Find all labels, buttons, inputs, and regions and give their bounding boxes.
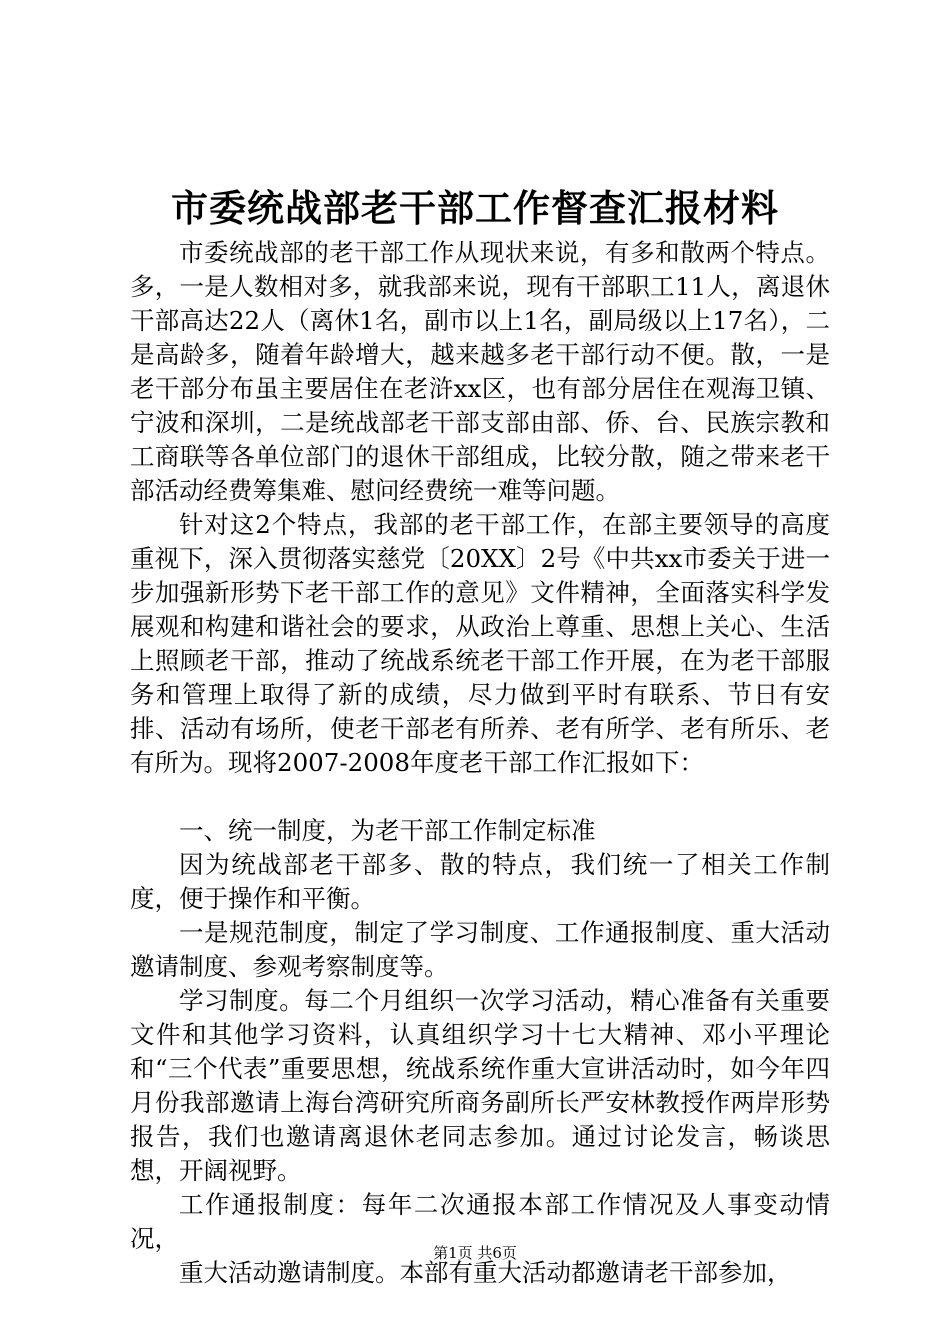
- section-heading-1: 一、统一制度，为老干部工作制定标准: [179, 816, 596, 845]
- paragraph-study-system: 学习制度。每二个月组织一次学习活动，精心准备有关重要文件和其他学习资料，认真组织学习十七大精神、邓小平理论和“三个代表”重要思想，统战系统作重大宣讲活动时，如今年四月份我部邀请上海台湾研究所商务副所长严安林教授作两岸形势报告，我们也邀请离退休老同志参加。通过讨论发言，畅谈思想，开阔视野。: [130, 986, 830, 1185]
- paragraph-overview: 市委统战部的老干部工作从现状来说，有多和散两个特点。多，一是人数相对多，就我部来说，现有干部职工11人，离退休干部高达22人（离休1名，副市以上1名，副局级以上17名），二是高龄多，随着年龄增大，越来越多老干部行动不便。散，一是老干部分布虽主要居住在老浒xx区，也有部分居住在观海卫镇、宁波和深圳，二是统战部老干部支部由部、侨、台、民族宗教和工商联等各单位部门的退休干部组成，比较分散，随之带来老干部活动经费筹集难、慰问经费统一难等问题。: [130, 238, 830, 505]
- document-body: [130, 236, 830, 1290]
- paragraph-unified-system: 因为统战部老干部多、散的特点，我们统一了相关工作制度，便于操作和平衡。: [130, 850, 830, 913]
- page-footer: 第1页 共6页: [433, 1244, 517, 1262]
- paragraph-report-system: 工作通报制度：每年二次通报本部工作情况及人事变动情况，: [130, 1190, 830, 1253]
- document-title: 市委统战部老干部工作督查汇报材料: [171, 186, 779, 230]
- paragraph-event-invitation: 重大活动邀请制度。本部有重大活动都邀请老干部参加，: [179, 1258, 792, 1287]
- paragraph-standardize-system: 一是规范制度，制定了学习制度、工作通报制度、重大活动邀请制度、参观考察制度等。: [130, 918, 830, 981]
- paragraph-approach: 针对这2个特点，我部的老干部工作，在部主要领导的高度重视下，深入贯彻落实慈党〔20XX〕2号《中共xx市委关于进一步加强新形势下老干部工作的意见》文件精神，全面落实科学发展观和构建和谐社会的要求，从政治上尊重、思想上关心、生活上照顾老干部，推动了统战系统老干部工作开展，在为老干部服务和管理上取得了新的成绩，尽力做到平时有联系、节日有安排、活动有场所，使老干部老有所养、老有所学、老有所乐、老有所为。现将2007-2008年度老干部工作汇报如下：: [130, 510, 830, 777]
